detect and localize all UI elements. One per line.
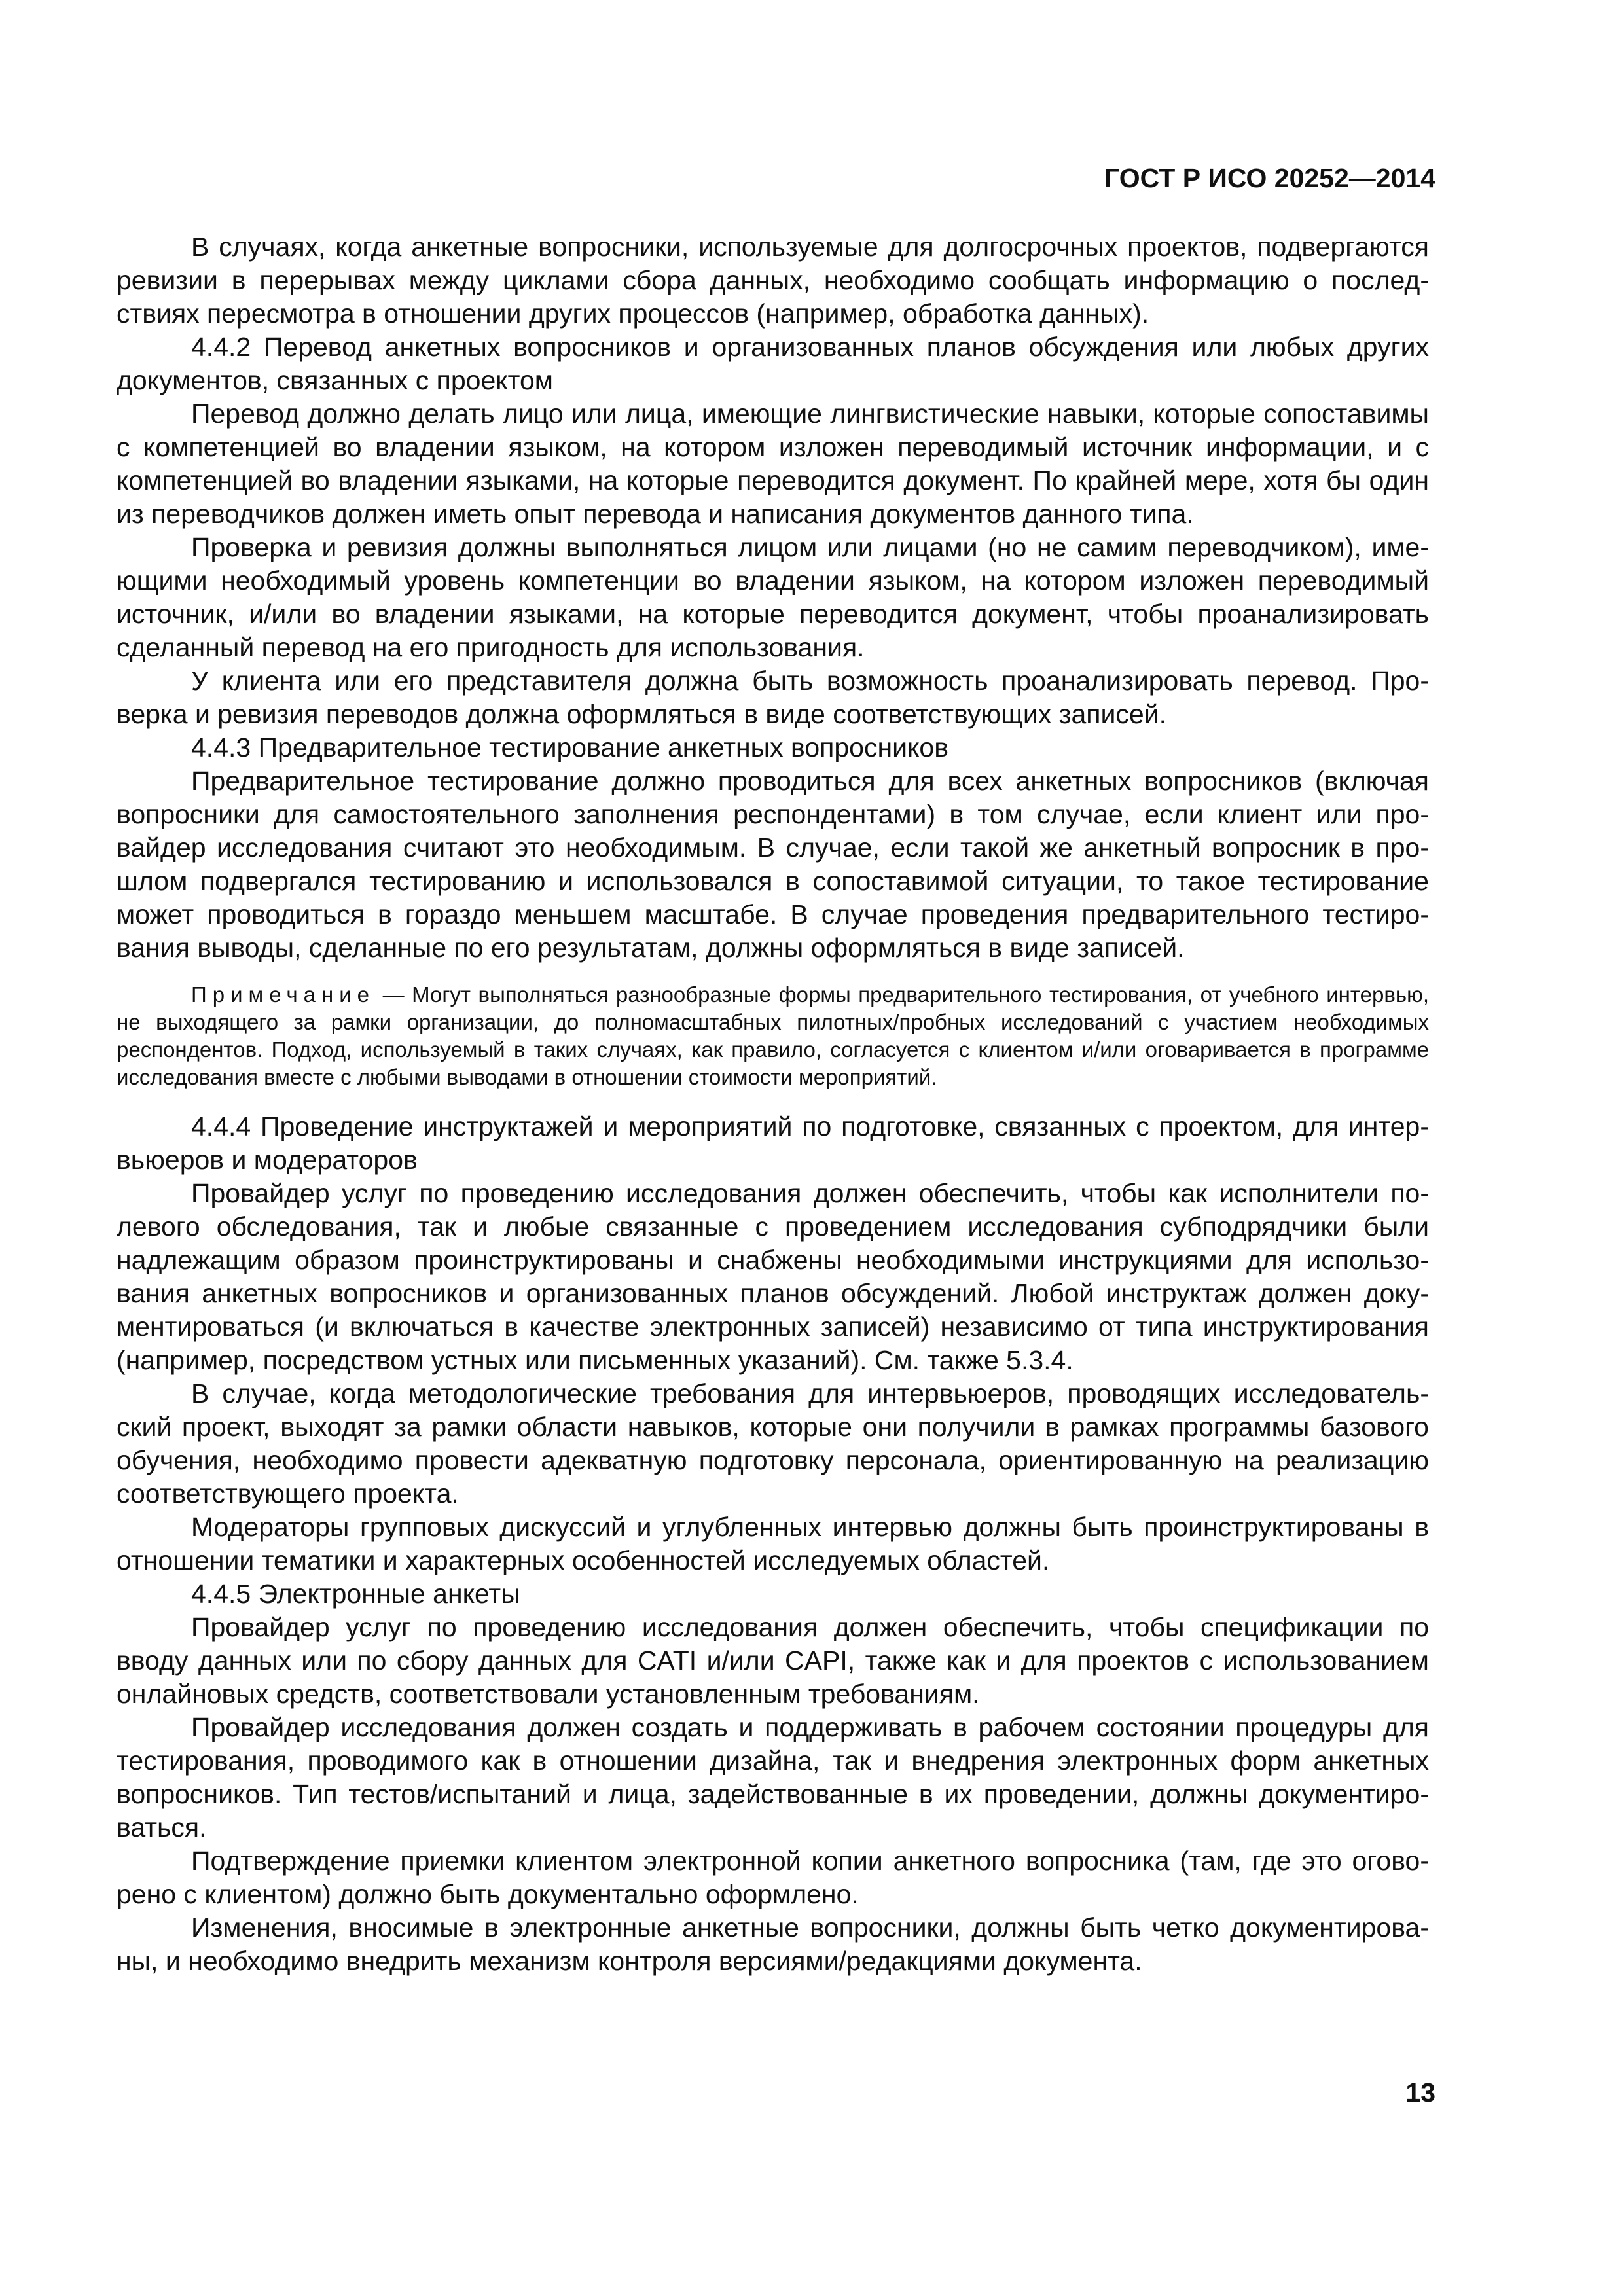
paragraph-moderators: Модераторы групповых дискуссий и углубленных интервью должны быть проинструктированы в отношении тематики и характерных особенностей исследуемых областей. [117,1512,1429,1575]
paragraph-translation-skills: Перевод должно делать лицо или лица, имеющие лингвистические навыки, которые сопоставимы с компетенцией во владении языком, на котором изложен переводимый источник информации, и с компетенцией во владении языками, на которые переводится документ. По крайней мере, хотя бы один из переводчиков должен иметь опыт перевода и написания документов данного типа. [117,399,1429,529]
standard-code-header: ГОСТ Р ИСО 20252—2014 [1104,163,1435,193]
section-heading-4-4-5: 4.4.5 Электронные анкеты [191,1579,520,1609]
page-content [117,230,1429,1978]
paragraph-questionnaire-revision: В случаях, когда анкетные вопросники, используемые для долгосрочных проектов, подвергаются ревизии в перерывах между циклами сбора данных, необходимо сообщать информацию о последствиях пересмотра в отношении других процессов (например, обработка данных). [117,232,1429,329]
page-number: 13 [1405,2077,1435,2108]
section-heading-4-4-4: 4.4.4 Проведение инструктажей и мероприятий по подготовке, связанных с проектом, для интервьюеров и модераторов [117,1111,1429,1175]
paragraph-translation-review: Проверка и ревизия должны выполняться лицом или лицами (но не самим переводчиком), имеющими необходимый уровень компетенции во владении языком, на котором изложен переводимый источник, и/или во владении языками, на которые переводится документ, чтобы проанализировать сделанный перевод на его пригодность для использования. [117,532,1429,662]
paragraph-client-acceptance: Подтверждение приемки клиентом электронной копии анкетного вопросника (там, где это оговорено с клиентом) должно быть документально оформлено. [117,1846,1429,1909]
paragraph-client-review: У клиента или его представителя должна быть возможность проанализировать перевод. Проверка и ревизия переводов должна оформляться в виде соответствующих записей. [117,666,1429,729]
paragraph-briefing-fieldwork: Провайдер услуг по проведению исследования должен обеспечить, чтобы как исполнители полевого обследования, так и любые связанные с проведением исследования субподрядчики были надлежащим образом проинструктированы и снабжены необходимыми инструкциями для использования анкетных вопросников и организованных планов обсуждений. Любой инструктаж должен документироваться (и включаться в качестве электронных записей) независимо от типа инструктирования (например, посредством устных или письменных указаний). См. также 5.3.4. [117,1178,1429,1375]
note-text: — Могут выполняться разнообразные формы предварительного тестирования, от учебного интервью, не выходящего за рамки организации, до полномасштабных пилотных/пробных исследований с участием необходимых респондентов. Подход, используемый в таких случаях, как правило, согласуется с клиентом и/или оговаривается в программе исследования вместе с любыми выводами в отношении стоимости мероприятий. [117,982,1429,1089]
note-label: Примечание [191,982,376,1007]
paragraph-pretesting: Предварительное тестирование должно проводиться для всех анкетных вопросников (включая вопросники для самостоятельного заполнения респондентами) в том случае, если клиент или провайдер исследования считают это необходимым. В случае, если такой же анкетный вопросник в прошлом подвергался тестированию и использовался в сопоставимой ситуации, то такое тестирование может проводиться в гораздо меньшем масштабе. В случае проведения предварительного тестирования выводы, сделанные по его результатам, должны оформляться в виде записей. [117,766,1429,963]
section-heading-4-4-2: 4.4.2 Перевод анкетных вопросников и организованных планов обсуждения или любых других документов, связанных с проектом [117,332,1429,395]
paragraph-testing-procedures: Провайдер исследования должен создать и поддерживать в рабочем состоянии процедуры для тестирования, проводимого как в отношении дизайна, так и внедрения электронных форм анкетных вопросников. Тип тестов/испытаний и лица, задействованные в их проведении, должны документироваться. [117,1712,1429,1842]
paragraph-interviewer-training: В случае, когда методологические требования для интервьюеров, проводящих исследовательский проект, выходят за рамки области навыков, которые они получили в рамках программы базового обучения, необходимо провести адекватную подготовку персонала, ориентированную на реализацию соответствующего проекта. [117,1378,1429,1509]
paragraph-version-control: Изменения, вносимые в электронные анкетные вопросники, должны быть четко документированы, и необходимо внедрить механизм контроля версиями/редакциями документа. [117,1912,1429,1976]
section-heading-4-4-3: 4.4.3 Предварительное тестирование анкетных вопросников [191,732,948,762]
note-block [117,981,1429,1091]
paragraph-electronic-specs: Провайдер услуг по проведению исследования должен обеспечить, чтобы спецификации по вводу данных или по сбору данных для CATI и/или CAPI, также как и для проектов с использованием онлайновых средств, соответствовали установленным требованиям. [117,1612,1429,1709]
